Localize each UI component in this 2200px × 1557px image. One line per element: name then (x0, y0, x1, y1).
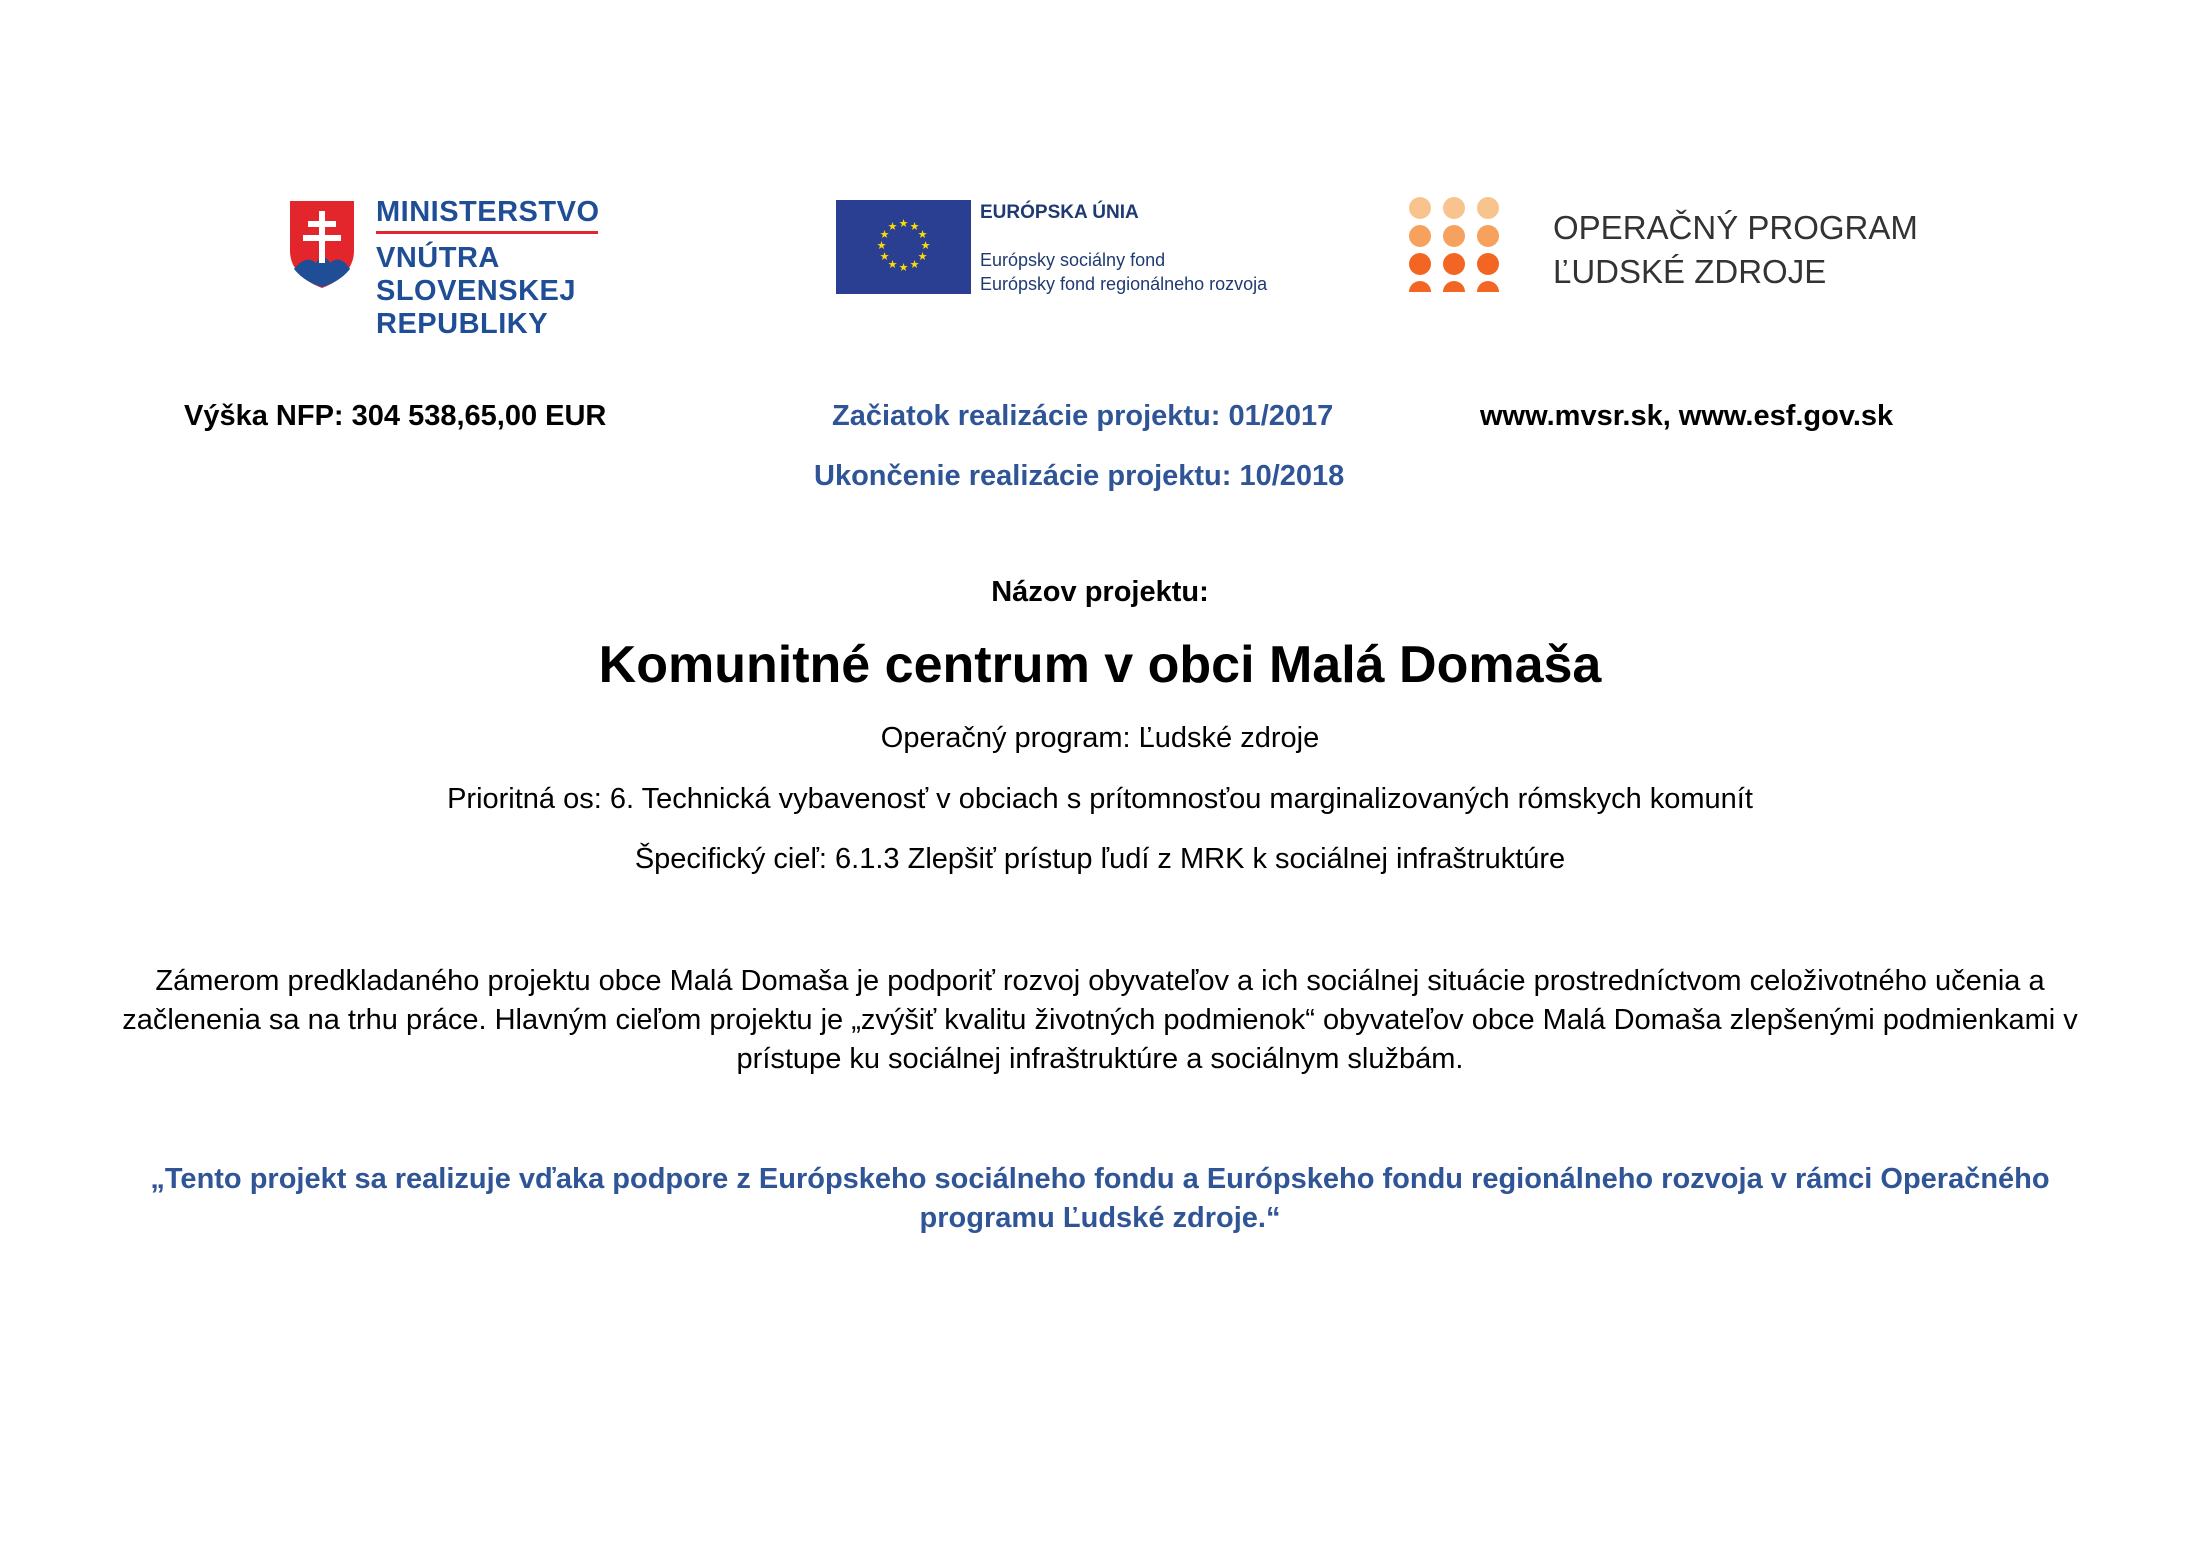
project-start: Začiatok realizácie projektu: 01/2017 (832, 400, 1334, 432)
specific-goal: Špecifický cieľ: 6.1.3 Zlepšiť prístup ľudí z MRK k sociálnej infraštruktúre (634, 843, 1566, 875)
svg-text:★: ★ (909, 258, 920, 271)
svg-text:★: ★ (879, 250, 890, 263)
eu-text (980, 202, 1267, 296)
svg-text:★: ★ (887, 258, 898, 271)
priority-axis: Prioritná os: 6. Technická vybavenosť v obciach s prítomnosťou marginalizovaných rómskych komunít (447, 783, 1753, 815)
eu-fund-2: Európsky fond regionálneho rozvoja (980, 274, 1268, 294)
eu-logo (836, 200, 1296, 300)
op-line-2: ĽUDSKÉ ZDROJE (1553, 253, 1827, 290)
website-links: www.mvsr.sk, www.esf.gov.sk (1480, 400, 1894, 432)
ministry-underline (376, 231, 598, 234)
project-label: Názov projektu: (991, 576, 1209, 608)
project-description: Zámerom predkladaného projektu obce Malá Domaša je podporiť rozvoj obyvateľov a ich sociálnej situácie prostredníctvom celoživotného učenia a začlenenia sa na trhu práce. Hlavným cieľom projektu je „zvýšiť kvalitu životných podmienok“ obyvateľov obce Malá Domaša zlepšenými podmienkami v prístupe ku sociálnej infraštruktúre a sociálnym službám. (122, 965, 2078, 1075)
svg-text:★: ★ (876, 239, 887, 252)
op-logo (1408, 196, 1928, 296)
slovak-coat-of-arms-icon (288, 199, 356, 289)
ministry-line-2: VNÚTRA (376, 242, 500, 274)
ministry-line-1: MINISTERSTVO (376, 196, 600, 228)
svg-text:★: ★ (879, 228, 890, 241)
eu-fund-1: Európsky sociálny fond (980, 250, 1166, 270)
eu-flag-icon (836, 200, 971, 294)
ministry-logo (288, 195, 748, 340)
nfp-amount: Výška NFP: 304 538,65,00 EUR (184, 400, 607, 432)
svg-text:★: ★ (920, 239, 931, 252)
svg-text:★: ★ (909, 220, 920, 233)
svg-text:★: ★ (917, 250, 928, 263)
svg-text:★: ★ (917, 228, 928, 241)
op-line-1: OPERAČNÝ PROGRAM (1553, 209, 1918, 246)
op-text (1553, 206, 1918, 294)
eu-title: EURÓPSKA ÚNIA (980, 202, 1139, 223)
ministry-line-3: SLOVENSKEJ REPUBLIKY (376, 275, 576, 340)
op-dots-icon (1408, 196, 1508, 296)
svg-text:★: ★ (898, 217, 909, 230)
ministry-name (376, 195, 748, 341)
funding-statement: „Tento projekt sa realizuje vďaka podpore z Európskeho sociálneho fondu a Európskeho fondu regionálneho rozvoja v rámci Operačného programu Ľudské zdroje.“ (150, 1163, 2050, 1234)
svg-text:★: ★ (898, 261, 909, 274)
project-title: Komunitné centrum v obci Malá Domaša (598, 636, 1602, 694)
operational-program: Operačný program: Ľudské zdroje (880, 722, 1320, 754)
svg-text:★: ★ (887, 220, 898, 233)
project-end: Ukončenie realizácie projektu: 10/2018 (814, 460, 1345, 492)
